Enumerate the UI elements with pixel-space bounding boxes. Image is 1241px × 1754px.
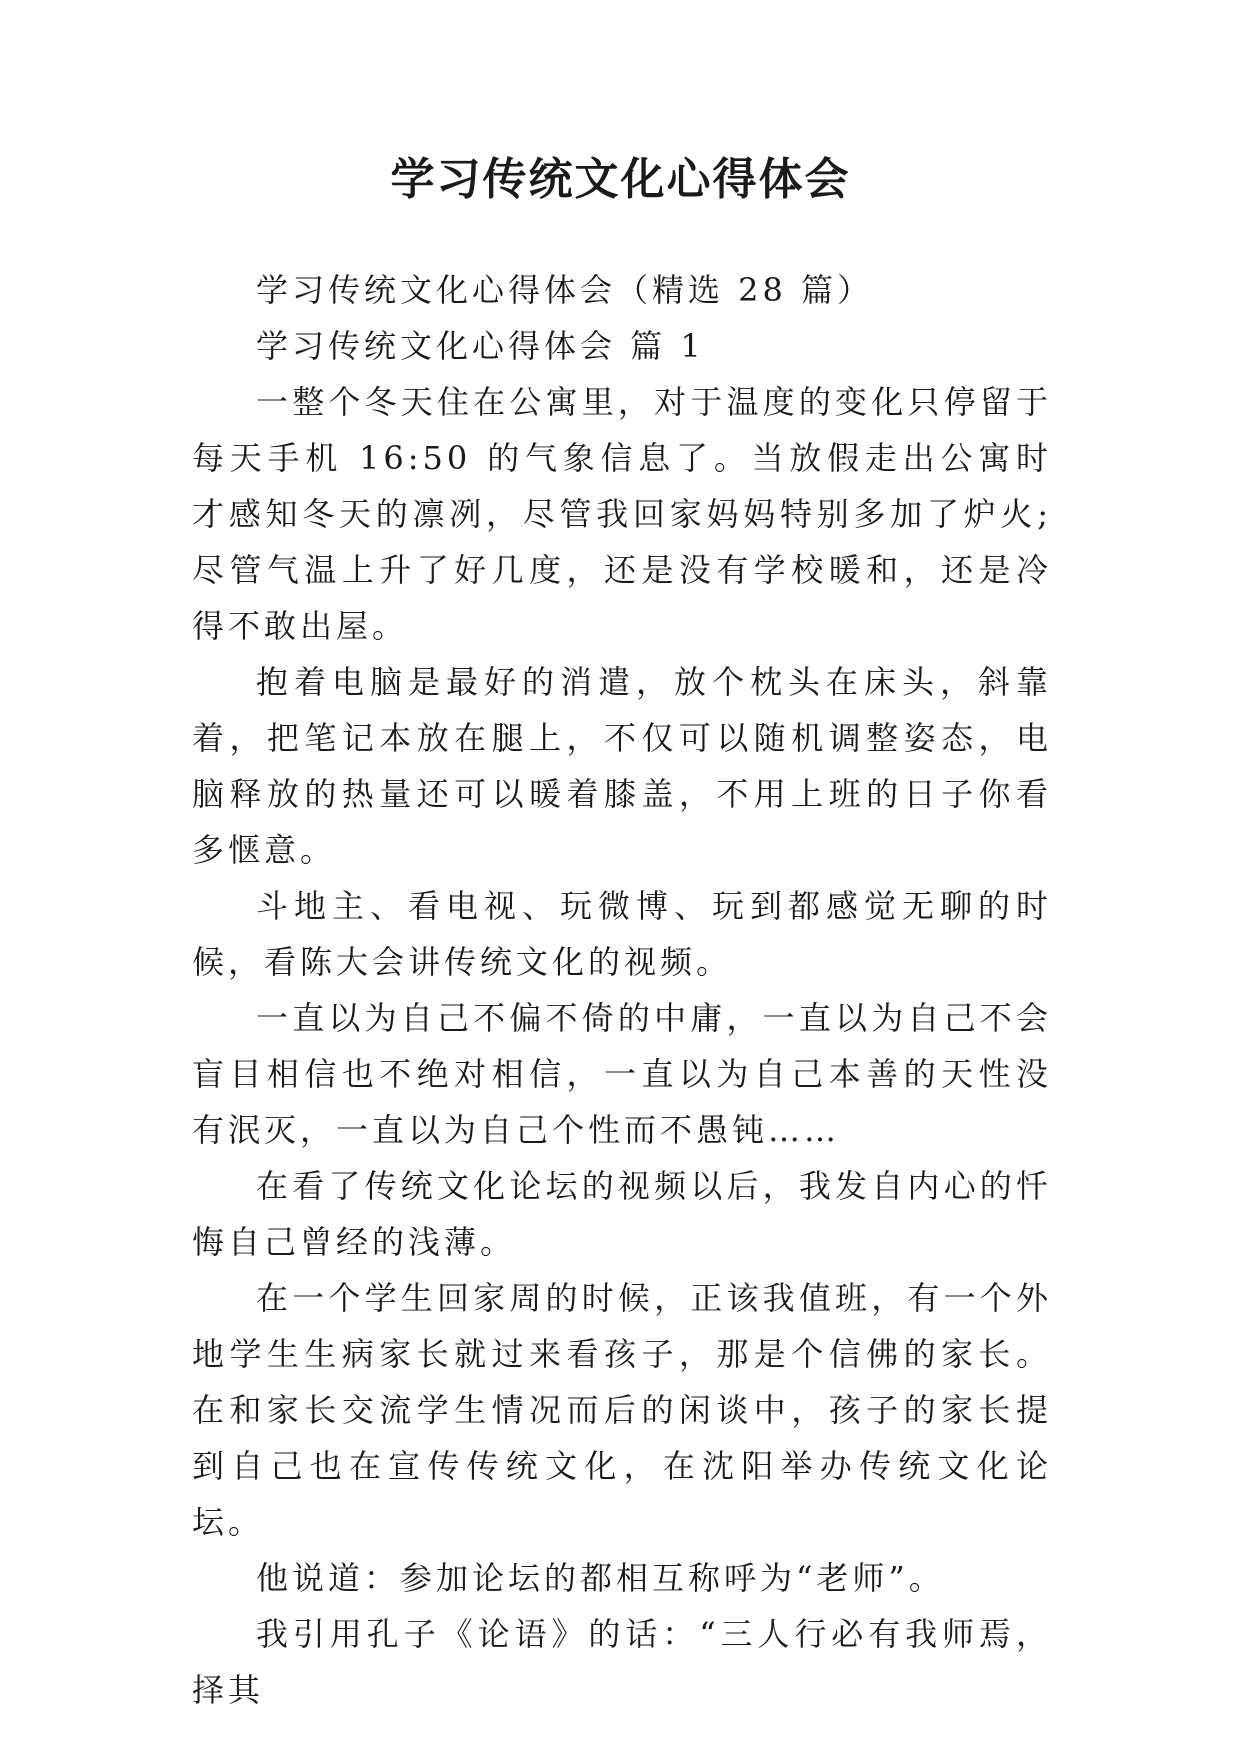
paragraph: 一整个冬天住在公寓里，对于温度的变化只停留于每天手机 16:50 的气象信息了。当放假走出公寓时才感知冬天的凛冽，尽管我回家妈妈特别多加了炉火;尽管气温上升了好几度，还是没有学校暖和，还是冷得不敢出屋。: [192, 383, 1052, 645]
paragraph: 他说道：参加论坛的都相互称呼为“老师”。: [256, 1559, 945, 1597]
paragraph: 在看了传统文化论坛的视频以后，我发自内心的忏悔自己曾经的浅薄。: [192, 1167, 1052, 1261]
document-title: 学习传统文化心得体会: [390, 154, 851, 205]
paragraph: 抱着电脑是最好的消遣，放个枕头在床头，斜靠着，把笔记本放在腿上，不仅可以随机调整姿态，电脑释放的热量还可以暖着膝盖，不用上班的日子你看多惬意。: [192, 663, 1052, 869]
paragraph-section-heading: 学习传统文化心得体会 篇 1: [256, 327, 705, 365]
paragraph: 我引用孔子《论语》的话：“三人行必有我师焉，择其: [192, 1615, 1052, 1709]
paragraph: 一直以为自己不偏不倚的中庸，一直以为自己不会盲目相信也不绝对相信，一直以为自己本善的天性没有泯灭，一直以为自己个性而不愚钝……: [192, 999, 1052, 1149]
document-body: [192, 262, 1052, 1718]
paragraph-subtitle: 学习传统文化心得体会（精选 28 篇）: [256, 271, 874, 309]
paragraph: 在一个学生回家周的时候，正该我值班，有一个外地学生生病家长就过来看孩子，那是个信佛的家长。在和家长交流学生情况而后的闲谈中，孩子的家长提到自己也在宣传传统文化，在沈阳举办传统文化论坛。: [192, 1279, 1052, 1541]
paragraph: 斗地主、看电视、玩微博、玩到都感觉无聊的时候，看陈大会讲传统文化的视频。: [192, 887, 1052, 981]
